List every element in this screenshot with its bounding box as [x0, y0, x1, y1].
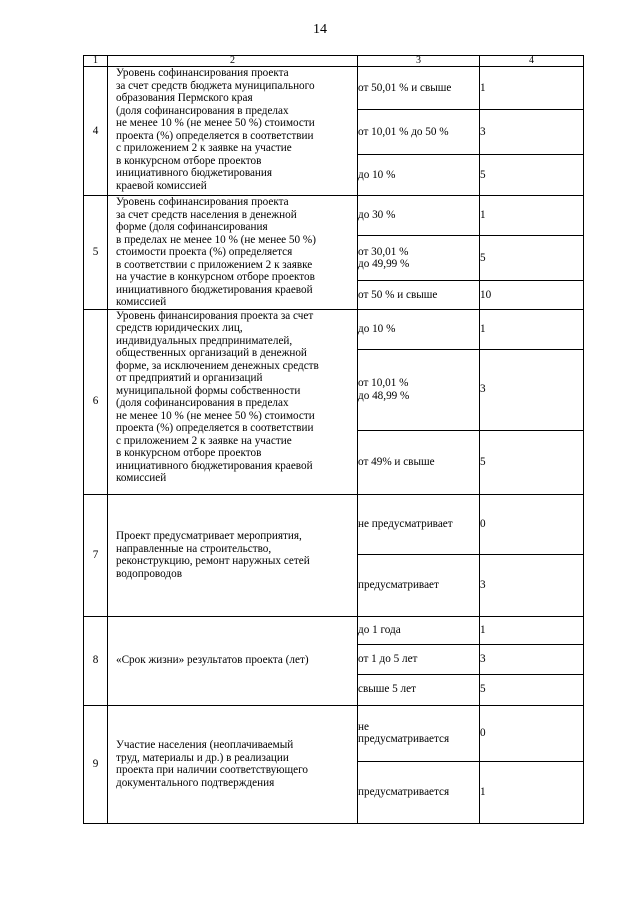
option-points: 0	[480, 494, 584, 554]
option-points: 3	[480, 644, 584, 674]
description-line: Проект предусматривает мероприятия,	[116, 530, 302, 542]
header-row	[84, 56, 584, 67]
option-value	[358, 494, 480, 554]
table-row	[84, 309, 584, 349]
option-label-line: от 10,01 %	[358, 377, 409, 389]
option-value	[358, 430, 480, 494]
table-row	[84, 705, 584, 761]
description-line: «Срок жизни» результатов проекта (лет)	[116, 654, 309, 667]
option-label-line: предусматривает	[358, 578, 439, 591]
description-line: за счет средств бюджета муниципального	[116, 79, 315, 92]
description-line: проекта (%) определяется в соответствии	[116, 129, 314, 142]
description-line: (доля софинансирования в пределах	[116, 104, 289, 117]
criterion-number: 6	[84, 309, 108, 494]
option-value	[358, 616, 480, 644]
description-line: образования Пермского края	[116, 92, 253, 104]
criterion-description	[108, 67, 358, 196]
option-label-line: предусматривается	[358, 733, 450, 745]
option-points: 3	[480, 110, 584, 155]
description-line: Уровень софинансирования проекта	[116, 67, 289, 79]
option-label-line: не предусматривает	[358, 517, 453, 530]
option-points: 5	[480, 236, 584, 281]
option-value	[358, 110, 480, 155]
option-value	[358, 349, 480, 430]
option-points: 1	[480, 196, 584, 236]
option-label-line: до 49,99 %	[358, 258, 410, 271]
description-line: форме (доля софинансирования	[116, 221, 268, 233]
description-line: проекта (%) определяется в соответствии	[116, 422, 314, 434]
description-line: инициативного бюджетирования	[116, 167, 273, 179]
option-value	[358, 309, 480, 349]
option-points: 5	[480, 674, 584, 705]
criterion-number: 8	[84, 616, 108, 705]
description-line: водопроводов	[116, 567, 182, 580]
option-label-line: до 10 %	[358, 168, 396, 181]
description-line: Участие населения (неоплачиваемый	[116, 739, 294, 751]
description-line: в пределах не менее 10 % (не менее 50 %)	[116, 233, 316, 246]
option-value	[358, 761, 480, 823]
description-line: Уровень финансирования проекта за счет	[116, 309, 314, 322]
option-points: 3	[480, 349, 584, 430]
description-line: с приложением 2 к заявке на участие	[116, 434, 292, 447]
description-line: краевой комиссией	[116, 179, 207, 192]
option-value	[358, 67, 480, 110]
description-line: индивидуальных предпринимателей,	[116, 334, 293, 347]
option-points: 1	[480, 616, 584, 644]
description-line: общественных организаций в денежной	[116, 347, 307, 359]
description-line: (доля софинансирования в пределах	[116, 397, 289, 409]
option-points: 5	[480, 430, 584, 494]
description-line: в конкурсном отборе проектов	[116, 447, 262, 459]
description-line: труд, материалы и др.) в реализации	[116, 751, 289, 764]
option-points: 1	[480, 67, 584, 110]
description-line: в соответствии с приложением 2 к заявке	[116, 258, 313, 271]
table-row	[84, 196, 584, 236]
option-value	[358, 236, 480, 281]
description-line: на участие в конкурсном отборе проектов	[116, 271, 315, 283]
option-label-line: от 50 % и свыше	[358, 288, 438, 301]
table-row	[84, 494, 584, 554]
option-points: 1	[480, 309, 584, 349]
description-line: инициативного бюджетирования краевой	[116, 283, 313, 296]
header-cell: 4	[480, 56, 584, 67]
option-value	[358, 554, 480, 616]
description-line: документального подтверждения	[116, 776, 275, 789]
header-cell: 3	[358, 56, 480, 67]
option-label-line: до 48,99 %	[358, 389, 410, 402]
criterion-description	[108, 309, 358, 494]
option-value	[358, 705, 480, 761]
header-cell: 2	[108, 56, 358, 67]
option-points: 1	[480, 761, 584, 823]
option-points: 3	[480, 554, 584, 616]
description-line: стоимости проекта (%) определяется	[116, 246, 293, 258]
description-line: проекта при наличии соответствующего	[116, 764, 309, 776]
option-value	[358, 281, 480, 309]
criterion-description	[108, 616, 358, 705]
option-label-line: предусматривается	[358, 785, 450, 798]
option-label-line: до 1 года	[358, 623, 401, 636]
criterion-description	[108, 705, 358, 823]
description-line: комиссией	[116, 296, 167, 308]
description-line: реконструкцию, ремонт наружных сетей	[116, 555, 310, 567]
option-label-line: не	[358, 720, 369, 733]
option-label-line: от 50,01 % и свыше	[358, 81, 452, 94]
option-value	[358, 644, 480, 674]
option-points: 10	[480, 281, 584, 309]
description-line: от предприятий и организаций	[116, 372, 263, 384]
description-line: за счет средств населения в денежной	[116, 208, 297, 221]
criterion-number: 4	[84, 67, 108, 196]
option-label-line: от 1 до 5 лет	[358, 652, 418, 665]
description-line: в конкурсном отборе проектов	[116, 154, 262, 167]
option-label-line: до 10 %	[358, 322, 396, 335]
description-line: направленные на строительство,	[116, 542, 272, 555]
option-points: 5	[480, 155, 584, 196]
description-line: форме, за исключением денежных средств	[116, 359, 319, 372]
description-line: не менее 10 % (не менее 50 %) стоимости	[116, 409, 315, 422]
option-label-line: свыше 5 лет	[358, 683, 416, 696]
table-row	[84, 67, 584, 110]
option-label-line: от 10,01 % до 50 %	[358, 125, 449, 138]
criterion-description	[108, 494, 358, 616]
header-cell: 1	[84, 56, 108, 67]
criterion-number: 5	[84, 196, 108, 310]
description-line: муниципальной формы собственности	[116, 384, 301, 397]
criterion-number: 7	[84, 494, 108, 616]
description-line: комиссией	[116, 472, 167, 484]
table-row	[84, 616, 584, 644]
description-line: инициативного бюджетирования краевой	[116, 459, 313, 472]
description-line: Уровень софинансирования проекта	[116, 196, 289, 208]
option-value	[358, 196, 480, 236]
option-label-line: до 30 %	[358, 209, 396, 222]
option-label-line: от 30,01 %	[358, 245, 409, 258]
criterion-number: 9	[84, 705, 108, 823]
criteria-table	[83, 55, 584, 824]
option-value	[358, 674, 480, 705]
option-points: 0	[480, 705, 584, 761]
description-line: не менее 10 % (не менее 50 %) стоимости	[116, 117, 315, 129]
criterion-description	[108, 196, 358, 310]
description-line: с приложением 2 к заявке на участие	[116, 142, 292, 154]
option-value	[358, 155, 480, 196]
description-line: средств юридических лиц,	[116, 322, 243, 334]
page-number: 14	[313, 22, 327, 37]
option-label-line: от 49% и свыше	[358, 455, 435, 468]
